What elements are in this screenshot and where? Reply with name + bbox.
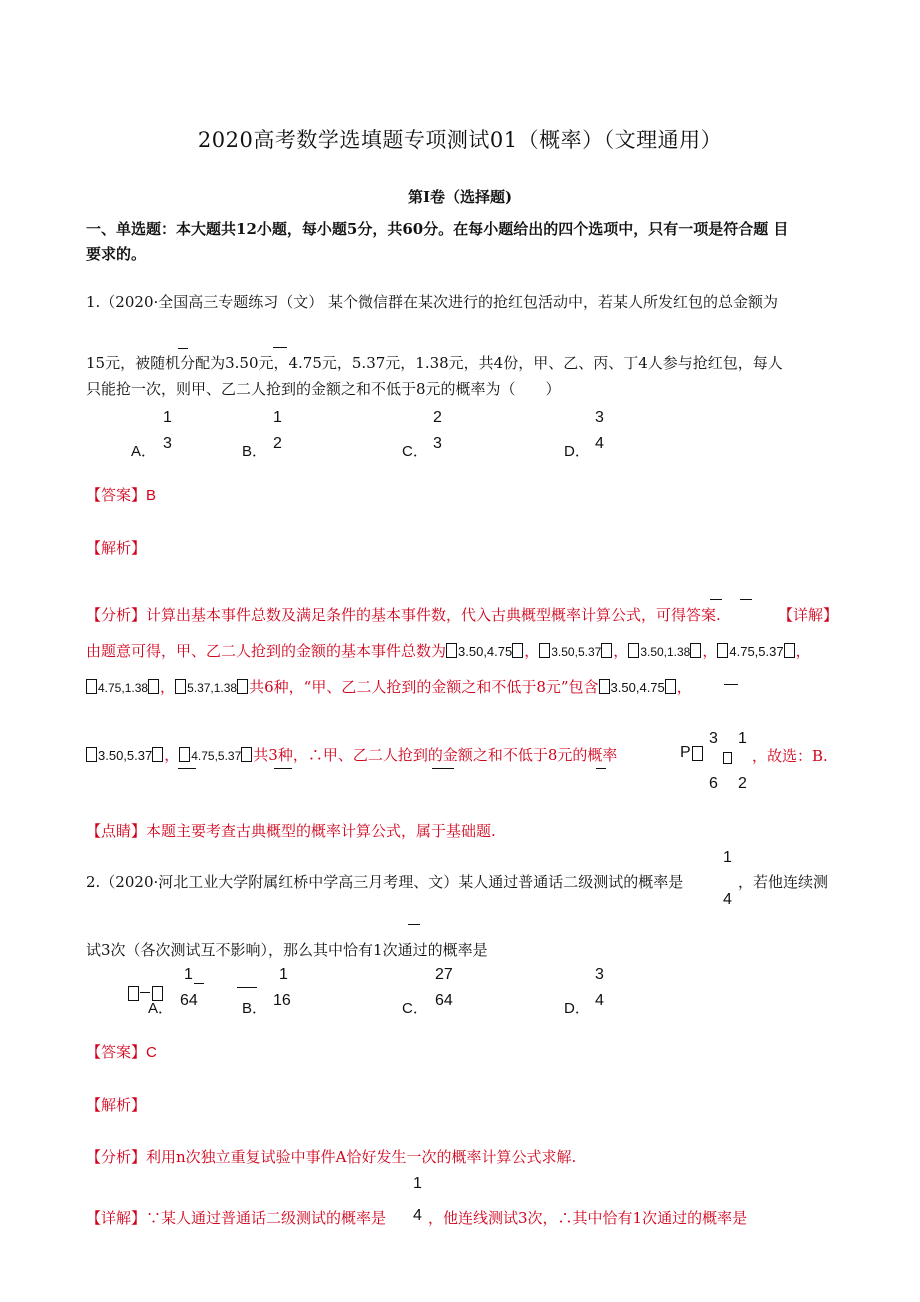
option-numerator: 27 — [435, 966, 453, 983]
q1-line3: 只能抢一次，则甲、乙二人抢到的金额之和不低于8元的概率为（ ） — [86, 380, 561, 398]
option-numerator: 1 — [184, 966, 193, 983]
option-denominator: 64 — [180, 992, 198, 1009]
decor-bar — [408, 924, 420, 925]
q1-dianjing: 【点睛】本题主要考查古典概型的概率计算公式，属于基础题. — [86, 822, 496, 840]
q1-detail-line1: 由题意可得，甲、乙二人抢到的金额的基本事件总数为 3.50,4.75 ， 3.50,5.37 ， 3.50,1.38 ， 4.75,5.37 ， — [86, 642, 811, 660]
decor-bar — [710, 599, 722, 600]
q1-analysis-tag: 【解析】 — [86, 539, 147, 557]
option-numerator: 1 — [273, 409, 282, 426]
q1-detail-line3: 3.50,5.37 ， 4.75,5.37 共3种，∴甲、乙二人抢到的金额之和不低于8元的概率 — [86, 744, 617, 765]
q1-fenxi: 【分析】计算出基本事件总数及满足条件的基本事件数，代入古典概型概率计算公式，可得答案. — [86, 606, 721, 624]
q2-detail-a: 【详解】∵某人通过普通话二级测试的概率是 — [86, 1209, 387, 1227]
decor-bar — [740, 599, 752, 600]
q1-xiangjie-tag: 【详解】 — [778, 606, 839, 624]
q2-frac-den: 4 — [723, 891, 732, 908]
option-denominator: 64 — [435, 992, 453, 1009]
instructions-line2: 要求的。 — [86, 245, 147, 263]
option-denominator: 3 — [433, 435, 442, 452]
decor-bar — [596, 768, 606, 769]
q2-analysis-tag: 【解析】 — [86, 1096, 147, 1114]
q2-answer: 【答案】C — [86, 1043, 157, 1061]
decor-box — [128, 986, 139, 1001]
q2-frac-num: 1 — [723, 849, 732, 866]
q2-detail-num: 1 — [413, 1175, 422, 1192]
q2-line1-end: ，若他连续测 — [738, 873, 829, 891]
q1-line2: 15元，被随机分配为3.50元，4.75元，5.37元，1.38元，共4份，甲、乙、丙、丁4人参与抢红包，每人 — [86, 354, 783, 372]
option-denominator: 3 — [163, 435, 172, 452]
q2-line1: 2.（2020·河北工业大学附属红桥中学高三月考理、文）某人通过普通话二级测试的概率是 — [86, 873, 684, 891]
option-denominator: 16 — [273, 992, 291, 1009]
fraction-bar — [194, 983, 204, 984]
option-numerator: 3 — [595, 409, 604, 426]
q2-detail-den: 4 — [413, 1207, 422, 1224]
option-numerator: 3 — [595, 966, 604, 983]
option-numerator: 2 — [433, 409, 442, 426]
q2-detail-b: ，他连线测试3次，∴其中恰有1次通过的概率是 — [428, 1209, 748, 1227]
instructions-line1: 一、单选题：本大题共12小题，每小题5分，共60分。在每小题给出的四个选项中，只有一项是符合题 目 — [86, 220, 789, 238]
decor-bar — [273, 347, 287, 348]
option-denominator: 4 — [595, 992, 604, 1009]
decor-bar — [140, 992, 150, 993]
q1-detail-line2: 4.75,1.38 ， 5.37,1.38 共6种，“甲、乙二人抢到的金额之和不低于8元”包含 3.50,4.75 ， — [86, 676, 692, 697]
q2-line2: 试3次（各次测试互不影响），那么其中恰有1次通过的概率是 — [86, 941, 488, 959]
q1-line1: 1.（2020·全国高三专题练习（文） 某个微信群在某次进行的抢红包活动中，若某人所发红包的总金额为 — [86, 293, 779, 311]
section-heading: 第Ⅰ卷（选择题) — [407, 188, 513, 206]
page-title: 2020高考数学选填题专项测试01（概率）（文理通用） — [197, 128, 723, 152]
decor-bar — [724, 684, 738, 685]
decor-bar — [178, 348, 188, 349]
option-denominator: 4 — [595, 435, 604, 452]
q2-fenxi: 【分析】利用n次独立重复试验中事件A恰好发生一次的概率计算公式求解. — [86, 1148, 577, 1166]
option-numerator: 1 — [163, 409, 172, 426]
q1-answer: 【答案】B — [86, 486, 157, 504]
decor-bar — [432, 768, 454, 769]
option-denominator: 2 — [273, 435, 282, 452]
decor-bar — [274, 768, 292, 769]
decor-bar — [178, 768, 196, 769]
decor-bar — [237, 987, 257, 988]
option-numerator: 1 — [279, 966, 288, 983]
